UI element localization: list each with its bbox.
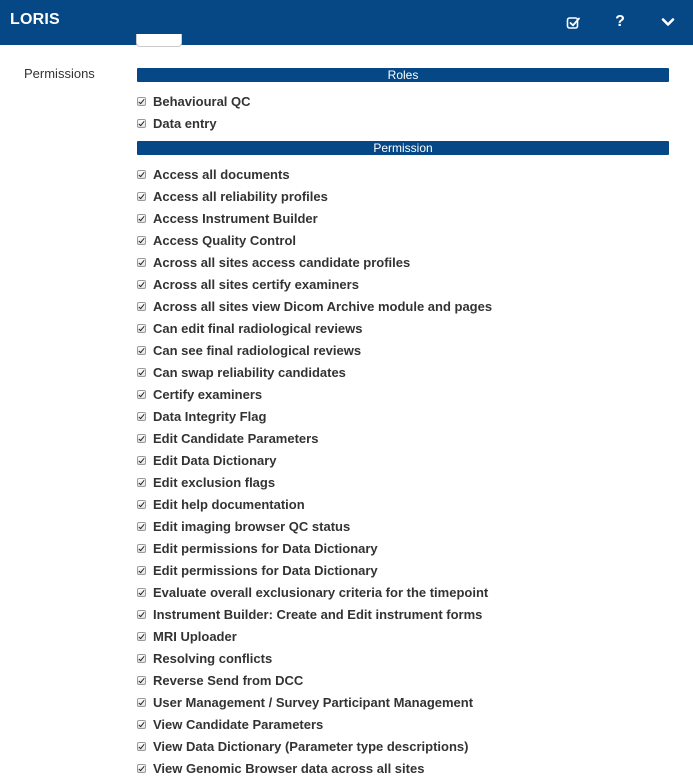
checkbox[interactable]: [137, 566, 146, 575]
permission-item-label: View Genomic Browser data across all sites: [153, 760, 425, 776]
permission-item-label: Evaluate overall exclusionary criteria for the timepoint: [153, 584, 489, 600]
permission-item[interactable]: [137, 471, 492, 493]
checkbox[interactable]: [137, 742, 146, 751]
permission-item[interactable]: [137, 163, 492, 185]
checkbox[interactable]: [137, 764, 146, 773]
checkbox[interactable]: [137, 412, 146, 421]
role-item-label: Behavioural QC: [153, 93, 251, 109]
brand-logo[interactable]: LORIS: [10, 11, 60, 28]
permission-item[interactable]: [137, 559, 492, 581]
checkbox[interactable]: [137, 346, 146, 355]
checkbox[interactable]: [137, 654, 146, 663]
role-item-label: Data entry: [153, 115, 217, 131]
roles-header: Roles: [137, 68, 669, 82]
checkbox[interactable]: [137, 119, 146, 128]
permission-item-label: Across all sites certify examiners: [153, 276, 359, 292]
checkbox[interactable]: [137, 478, 146, 487]
permission-item-label: Instrument Builder: Create and Edit instrument forms: [153, 606, 483, 622]
permission-item-label: View Candidate Parameters: [153, 716, 324, 732]
permission-item-label: Can swap reliability candidates: [153, 364, 346, 380]
permission-item[interactable]: [137, 339, 492, 361]
permission-item-label: Edit permissions for Data Dictionary: [153, 562, 378, 578]
checkbox[interactable]: [137, 676, 146, 685]
permission-item-label: Across all sites access candidate profiles: [153, 254, 411, 270]
checkbox[interactable]: [137, 698, 146, 707]
permission-item-label: Across all sites view Dicom Archive module and pages: [153, 298, 493, 314]
permission-item[interactable]: [137, 735, 492, 757]
checkbox[interactable]: [137, 588, 146, 597]
permission-item[interactable]: [137, 207, 492, 229]
permission-item-label: Edit permissions for Data Dictionary: [153, 540, 378, 556]
permissions-label: Permissions: [24, 66, 95, 81]
permission-item[interactable]: [137, 449, 492, 471]
permission-item[interactable]: [137, 537, 492, 559]
checkbox[interactable]: [137, 544, 146, 553]
permission-item-label: Reverse Send from DCC: [153, 672, 304, 688]
partial-button[interactable]: [136, 34, 182, 47]
permission-item[interactable]: [137, 361, 492, 383]
role-item[interactable]: [137, 112, 251, 134]
roles-list: [137, 90, 251, 134]
permission-item[interactable]: [137, 427, 492, 449]
permission-item[interactable]: [137, 625, 492, 647]
permission-item[interactable]: [137, 295, 492, 317]
permission-item[interactable]: [137, 317, 492, 339]
checkbox[interactable]: [137, 610, 146, 619]
permission-item-label: Can edit final radiological reviews: [153, 320, 363, 336]
permission-header: Permission: [137, 141, 669, 155]
checkbox[interactable]: [137, 280, 146, 289]
checkbox[interactable]: [137, 720, 146, 729]
help-glyph: ?: [615, 13, 625, 30]
navbar: [0, 0, 693, 45]
permission-item-label: Resolving conflicts: [153, 650, 273, 666]
permission-item[interactable]: [137, 647, 492, 669]
checkbox[interactable]: [137, 258, 146, 267]
permission-item-label: Certify examiners: [153, 386, 263, 402]
permission-item[interactable]: [137, 757, 492, 779]
permission-item[interactable]: [137, 383, 492, 405]
checkbox[interactable]: [137, 97, 146, 106]
checkbox[interactable]: [137, 170, 146, 179]
checkbox[interactable]: [137, 456, 146, 465]
permission-item[interactable]: [137, 405, 492, 427]
permission-item-label: Access Instrument Builder: [153, 210, 318, 226]
checkbox[interactable]: [137, 390, 146, 399]
permission-item[interactable]: [137, 669, 492, 691]
checkbox[interactable]: [137, 522, 146, 531]
permission-item[interactable]: [137, 515, 492, 537]
permission-item[interactable]: [137, 273, 492, 295]
chevron-down-icon[interactable]: [655, 9, 681, 35]
permission-item[interactable]: [137, 229, 492, 251]
permission-item-label: Edit imaging browser QC status: [153, 518, 351, 534]
permission-item-label: MRI Uploader: [153, 628, 237, 644]
permission-item-label: Data Integrity Flag: [153, 408, 267, 424]
permission-item[interactable]: [137, 603, 492, 625]
permission-item[interactable]: [137, 713, 492, 735]
checkbox[interactable]: [137, 632, 146, 641]
permission-item-label: Edit Data Dictionary: [153, 452, 277, 468]
checkbox[interactable]: [137, 192, 146, 201]
permission-item[interactable]: [137, 581, 492, 603]
checkbox[interactable]: [137, 236, 146, 245]
permission-item[interactable]: [137, 185, 492, 207]
role-item[interactable]: [137, 90, 251, 112]
help-icon[interactable]: [607, 9, 633, 35]
checkbox[interactable]: [137, 214, 146, 223]
edit-check-icon[interactable]: [560, 9, 586, 35]
permission-item-label: Access all reliability profiles: [153, 188, 328, 204]
permission-item-label: Access Quality Control: [153, 232, 297, 248]
permissions-list: [137, 163, 492, 779]
permission-item[interactable]: [137, 493, 492, 515]
permission-item-label: Edit help documentation: [153, 496, 305, 512]
checkbox[interactable]: [137, 434, 146, 443]
permission-item-label: Edit exclusion flags: [153, 474, 276, 490]
checkbox[interactable]: [137, 500, 146, 509]
permission-item-label: Edit Candidate Parameters: [153, 430, 319, 446]
permission-item-label: Can see final radiological reviews: [153, 342, 362, 358]
permission-item-label: Access all documents: [153, 166, 290, 182]
checkbox[interactable]: [137, 324, 146, 333]
permission-item-label: View Data Dictionary (Parameter type descriptions): [153, 738, 469, 754]
permission-item[interactable]: [137, 251, 492, 273]
checkbox[interactable]: [137, 368, 146, 377]
permission-item[interactable]: [137, 691, 492, 713]
checkbox[interactable]: [137, 302, 146, 311]
permission-item-label: User Management / Survey Participant Management: [153, 694, 474, 710]
